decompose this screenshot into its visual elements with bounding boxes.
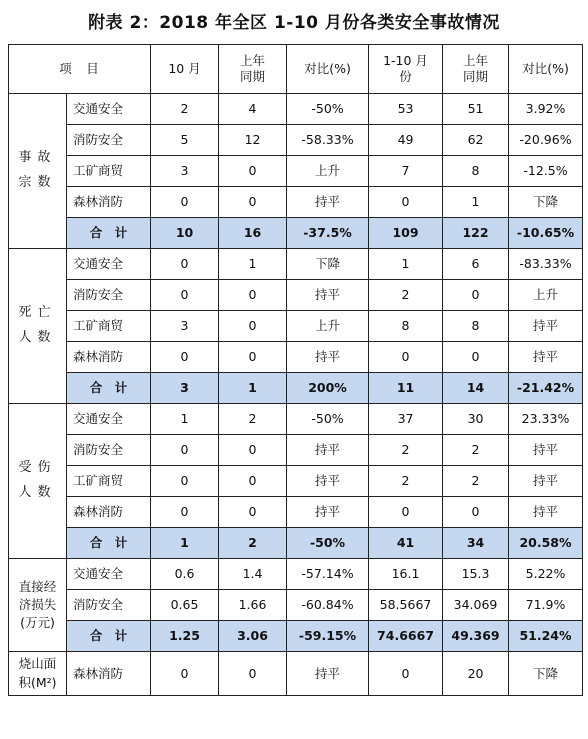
row-label: 工矿商贸 bbox=[67, 156, 151, 187]
cell-value: 200% bbox=[287, 373, 369, 404]
row-label: 森林消防 bbox=[67, 652, 151, 696]
cell-value: 0 bbox=[151, 187, 219, 218]
cell-value: 109 bbox=[369, 218, 443, 249]
cell-value: 8 bbox=[443, 311, 509, 342]
cell-value: 0 bbox=[219, 652, 287, 696]
cell-value: 下降 bbox=[287, 249, 369, 280]
cell-value: 11 bbox=[369, 373, 443, 404]
document-title: 附表 2：2018 年全区 1-10 月份各类安全事故情况 bbox=[88, 13, 500, 33]
cell-value: 持平 bbox=[509, 466, 583, 497]
table-row bbox=[9, 125, 583, 156]
cell-value: 持平 bbox=[287, 280, 369, 311]
group-label: 直接经 济损失 (万元) bbox=[9, 559, 67, 652]
header-prev-ytd: 上年 同期 bbox=[443, 45, 509, 94]
cell-value: -12.5% bbox=[509, 156, 583, 187]
cell-value: 1 bbox=[369, 249, 443, 280]
cell-value: 62 bbox=[443, 125, 509, 156]
cell-value: 1 bbox=[443, 187, 509, 218]
cell-value: 53 bbox=[369, 94, 443, 125]
table-row bbox=[9, 652, 583, 696]
cell-value: 20.58% bbox=[509, 528, 583, 559]
group-label: 死亡 人数 bbox=[9, 249, 67, 404]
group-label: 受伤 人数 bbox=[9, 404, 67, 559]
table-row bbox=[9, 94, 583, 125]
cell-value: 7 bbox=[369, 156, 443, 187]
cell-value: 49 bbox=[369, 125, 443, 156]
row-label: 消防安全 bbox=[67, 125, 151, 156]
cell-value: 0 bbox=[443, 280, 509, 311]
cell-value: 51.24% bbox=[509, 621, 583, 652]
cell-value: 1.25 bbox=[151, 621, 219, 652]
cell-value: -50% bbox=[287, 528, 369, 559]
cell-value: 0 bbox=[151, 280, 219, 311]
row-label: 森林消防 bbox=[67, 497, 151, 528]
total-row bbox=[9, 373, 583, 404]
cell-value: 23.33% bbox=[509, 404, 583, 435]
cell-value: 5 bbox=[151, 125, 219, 156]
cell-value: 0 bbox=[369, 342, 443, 373]
cell-value: 37 bbox=[369, 404, 443, 435]
row-label: 工矿商贸 bbox=[67, 466, 151, 497]
total-label: 合 计 bbox=[67, 373, 151, 404]
cell-value: 下降 bbox=[509, 652, 583, 696]
cell-value: 3.92% bbox=[509, 94, 583, 125]
cell-value: -20.96% bbox=[509, 125, 583, 156]
cell-value: 持平 bbox=[287, 652, 369, 696]
table-row bbox=[9, 342, 583, 373]
cell-value: 3 bbox=[151, 311, 219, 342]
cell-value: 2 bbox=[151, 94, 219, 125]
cell-value: 0 bbox=[219, 435, 287, 466]
cell-value: -57.14% bbox=[287, 559, 369, 590]
table-row bbox=[9, 559, 583, 590]
cell-value: 上升 bbox=[287, 311, 369, 342]
cell-value: 4 bbox=[219, 94, 287, 125]
cell-value: 2 bbox=[219, 528, 287, 559]
cell-value: 51 bbox=[443, 94, 509, 125]
cell-value: 0 bbox=[219, 466, 287, 497]
cell-value: 持平 bbox=[509, 435, 583, 466]
cell-value: 3.06 bbox=[219, 621, 287, 652]
header-month: 10 月 bbox=[151, 45, 219, 94]
cell-value: 2 bbox=[369, 435, 443, 466]
cell-value: 1 bbox=[219, 249, 287, 280]
table-wrapper bbox=[8, 44, 582, 696]
cell-value: 0 bbox=[151, 435, 219, 466]
cell-value: 持平 bbox=[509, 342, 583, 373]
table-row bbox=[9, 497, 583, 528]
cell-value: 2 bbox=[369, 466, 443, 497]
group-label: 事故 宗数 bbox=[9, 94, 67, 249]
cell-value: 10 bbox=[151, 218, 219, 249]
cell-value: 0 bbox=[219, 342, 287, 373]
table-row bbox=[9, 404, 583, 435]
cell-value: -21.42% bbox=[509, 373, 583, 404]
cell-value: 0 bbox=[151, 342, 219, 373]
cell-value: 30 bbox=[443, 404, 509, 435]
header-compare: 对比(%) bbox=[287, 45, 369, 94]
cell-value: 0 bbox=[443, 497, 509, 528]
cell-value: 0 bbox=[369, 187, 443, 218]
cell-value: 71.9% bbox=[509, 590, 583, 621]
accident-statistics-table bbox=[8, 44, 583, 696]
cell-value: 8 bbox=[443, 156, 509, 187]
cell-value: 20 bbox=[443, 652, 509, 696]
row-label: 交通安全 bbox=[67, 94, 151, 125]
cell-value: 0 bbox=[219, 311, 287, 342]
row-label: 交通安全 bbox=[67, 404, 151, 435]
cell-value: -59.15% bbox=[287, 621, 369, 652]
header-item: 项 目 bbox=[9, 45, 151, 94]
cell-value: 0 bbox=[219, 187, 287, 218]
cell-value: 0 bbox=[219, 280, 287, 311]
cell-value: -50% bbox=[287, 94, 369, 125]
cell-value: 34 bbox=[443, 528, 509, 559]
total-row bbox=[9, 528, 583, 559]
cell-value: 0 bbox=[151, 652, 219, 696]
table-row bbox=[9, 466, 583, 497]
cell-value: -58.33% bbox=[287, 125, 369, 156]
cell-value: 0 bbox=[369, 652, 443, 696]
cell-value: 5.22% bbox=[509, 559, 583, 590]
cell-value: 58.5667 bbox=[369, 590, 443, 621]
row-label: 交通安全 bbox=[67, 559, 151, 590]
cell-value: 2 bbox=[443, 466, 509, 497]
cell-value: 1.66 bbox=[219, 590, 287, 621]
cell-value: 0 bbox=[219, 497, 287, 528]
total-label: 合 计 bbox=[67, 528, 151, 559]
cell-value: 持平 bbox=[287, 497, 369, 528]
cell-value: 0 bbox=[151, 497, 219, 528]
cell-value: 74.6667 bbox=[369, 621, 443, 652]
cell-value: 8 bbox=[369, 311, 443, 342]
cell-value: 3 bbox=[151, 156, 219, 187]
cell-value: 0 bbox=[369, 497, 443, 528]
cell-value: 6 bbox=[443, 249, 509, 280]
cell-value: 1 bbox=[219, 373, 287, 404]
cell-value: 34.069 bbox=[443, 590, 509, 621]
cell-value: 持平 bbox=[287, 342, 369, 373]
cell-value: 41 bbox=[369, 528, 443, 559]
total-label: 合 计 bbox=[67, 218, 151, 249]
cell-value: -60.84% bbox=[287, 590, 369, 621]
cell-value: 0.65 bbox=[151, 590, 219, 621]
cell-value: -83.33% bbox=[509, 249, 583, 280]
total-row bbox=[9, 621, 583, 652]
table-row bbox=[9, 249, 583, 280]
row-label: 森林消防 bbox=[67, 342, 151, 373]
table-row bbox=[9, 280, 583, 311]
header-ytd: 1-10 月 份 bbox=[369, 45, 443, 94]
cell-value: 0 bbox=[443, 342, 509, 373]
row-label: 工矿商贸 bbox=[67, 311, 151, 342]
row-label: 消防安全 bbox=[67, 590, 151, 621]
cell-value: 持平 bbox=[287, 187, 369, 218]
cell-value: 49.369 bbox=[443, 621, 509, 652]
row-label: 交通安全 bbox=[67, 249, 151, 280]
cell-value: 3 bbox=[151, 373, 219, 404]
table-row bbox=[9, 435, 583, 466]
cell-value: 1.4 bbox=[219, 559, 287, 590]
cell-value: 0 bbox=[151, 249, 219, 280]
row-label: 消防安全 bbox=[67, 435, 151, 466]
cell-value: 2 bbox=[369, 280, 443, 311]
table-row bbox=[9, 590, 583, 621]
cell-value: 持平 bbox=[287, 466, 369, 497]
cell-value: 16.1 bbox=[369, 559, 443, 590]
header-row bbox=[9, 45, 583, 94]
cell-value: 15.3 bbox=[443, 559, 509, 590]
cell-value: 持平 bbox=[509, 497, 583, 528]
total-row bbox=[9, 218, 583, 249]
table-row bbox=[9, 311, 583, 342]
cell-value: 16 bbox=[219, 218, 287, 249]
cell-value: 上升 bbox=[509, 280, 583, 311]
total-label: 合 计 bbox=[67, 621, 151, 652]
cell-value: 122 bbox=[443, 218, 509, 249]
cell-value: 1 bbox=[151, 528, 219, 559]
group-label: 烧山面 积(M²) bbox=[9, 652, 67, 696]
header-compare-ytd: 对比(%) bbox=[509, 45, 583, 94]
cell-value: 0.6 bbox=[151, 559, 219, 590]
header-prev-period: 上年 同期 bbox=[219, 45, 287, 94]
cell-value: 0 bbox=[151, 466, 219, 497]
cell-value: 上升 bbox=[287, 156, 369, 187]
cell-value: 0 bbox=[219, 156, 287, 187]
table-row bbox=[9, 187, 583, 218]
cell-value: 2 bbox=[443, 435, 509, 466]
row-label: 森林消防 bbox=[67, 187, 151, 218]
cell-value: -50% bbox=[287, 404, 369, 435]
table-row bbox=[9, 156, 583, 187]
row-label: 消防安全 bbox=[67, 280, 151, 311]
cell-value: 下降 bbox=[509, 187, 583, 218]
cell-value: 12 bbox=[219, 125, 287, 156]
cell-value: 1 bbox=[151, 404, 219, 435]
cell-value: -10.65% bbox=[509, 218, 583, 249]
cell-value: 14 bbox=[443, 373, 509, 404]
cell-value: 2 bbox=[219, 404, 287, 435]
cell-value: 持平 bbox=[509, 311, 583, 342]
cell-value: -37.5% bbox=[287, 218, 369, 249]
cell-value: 持平 bbox=[287, 435, 369, 466]
